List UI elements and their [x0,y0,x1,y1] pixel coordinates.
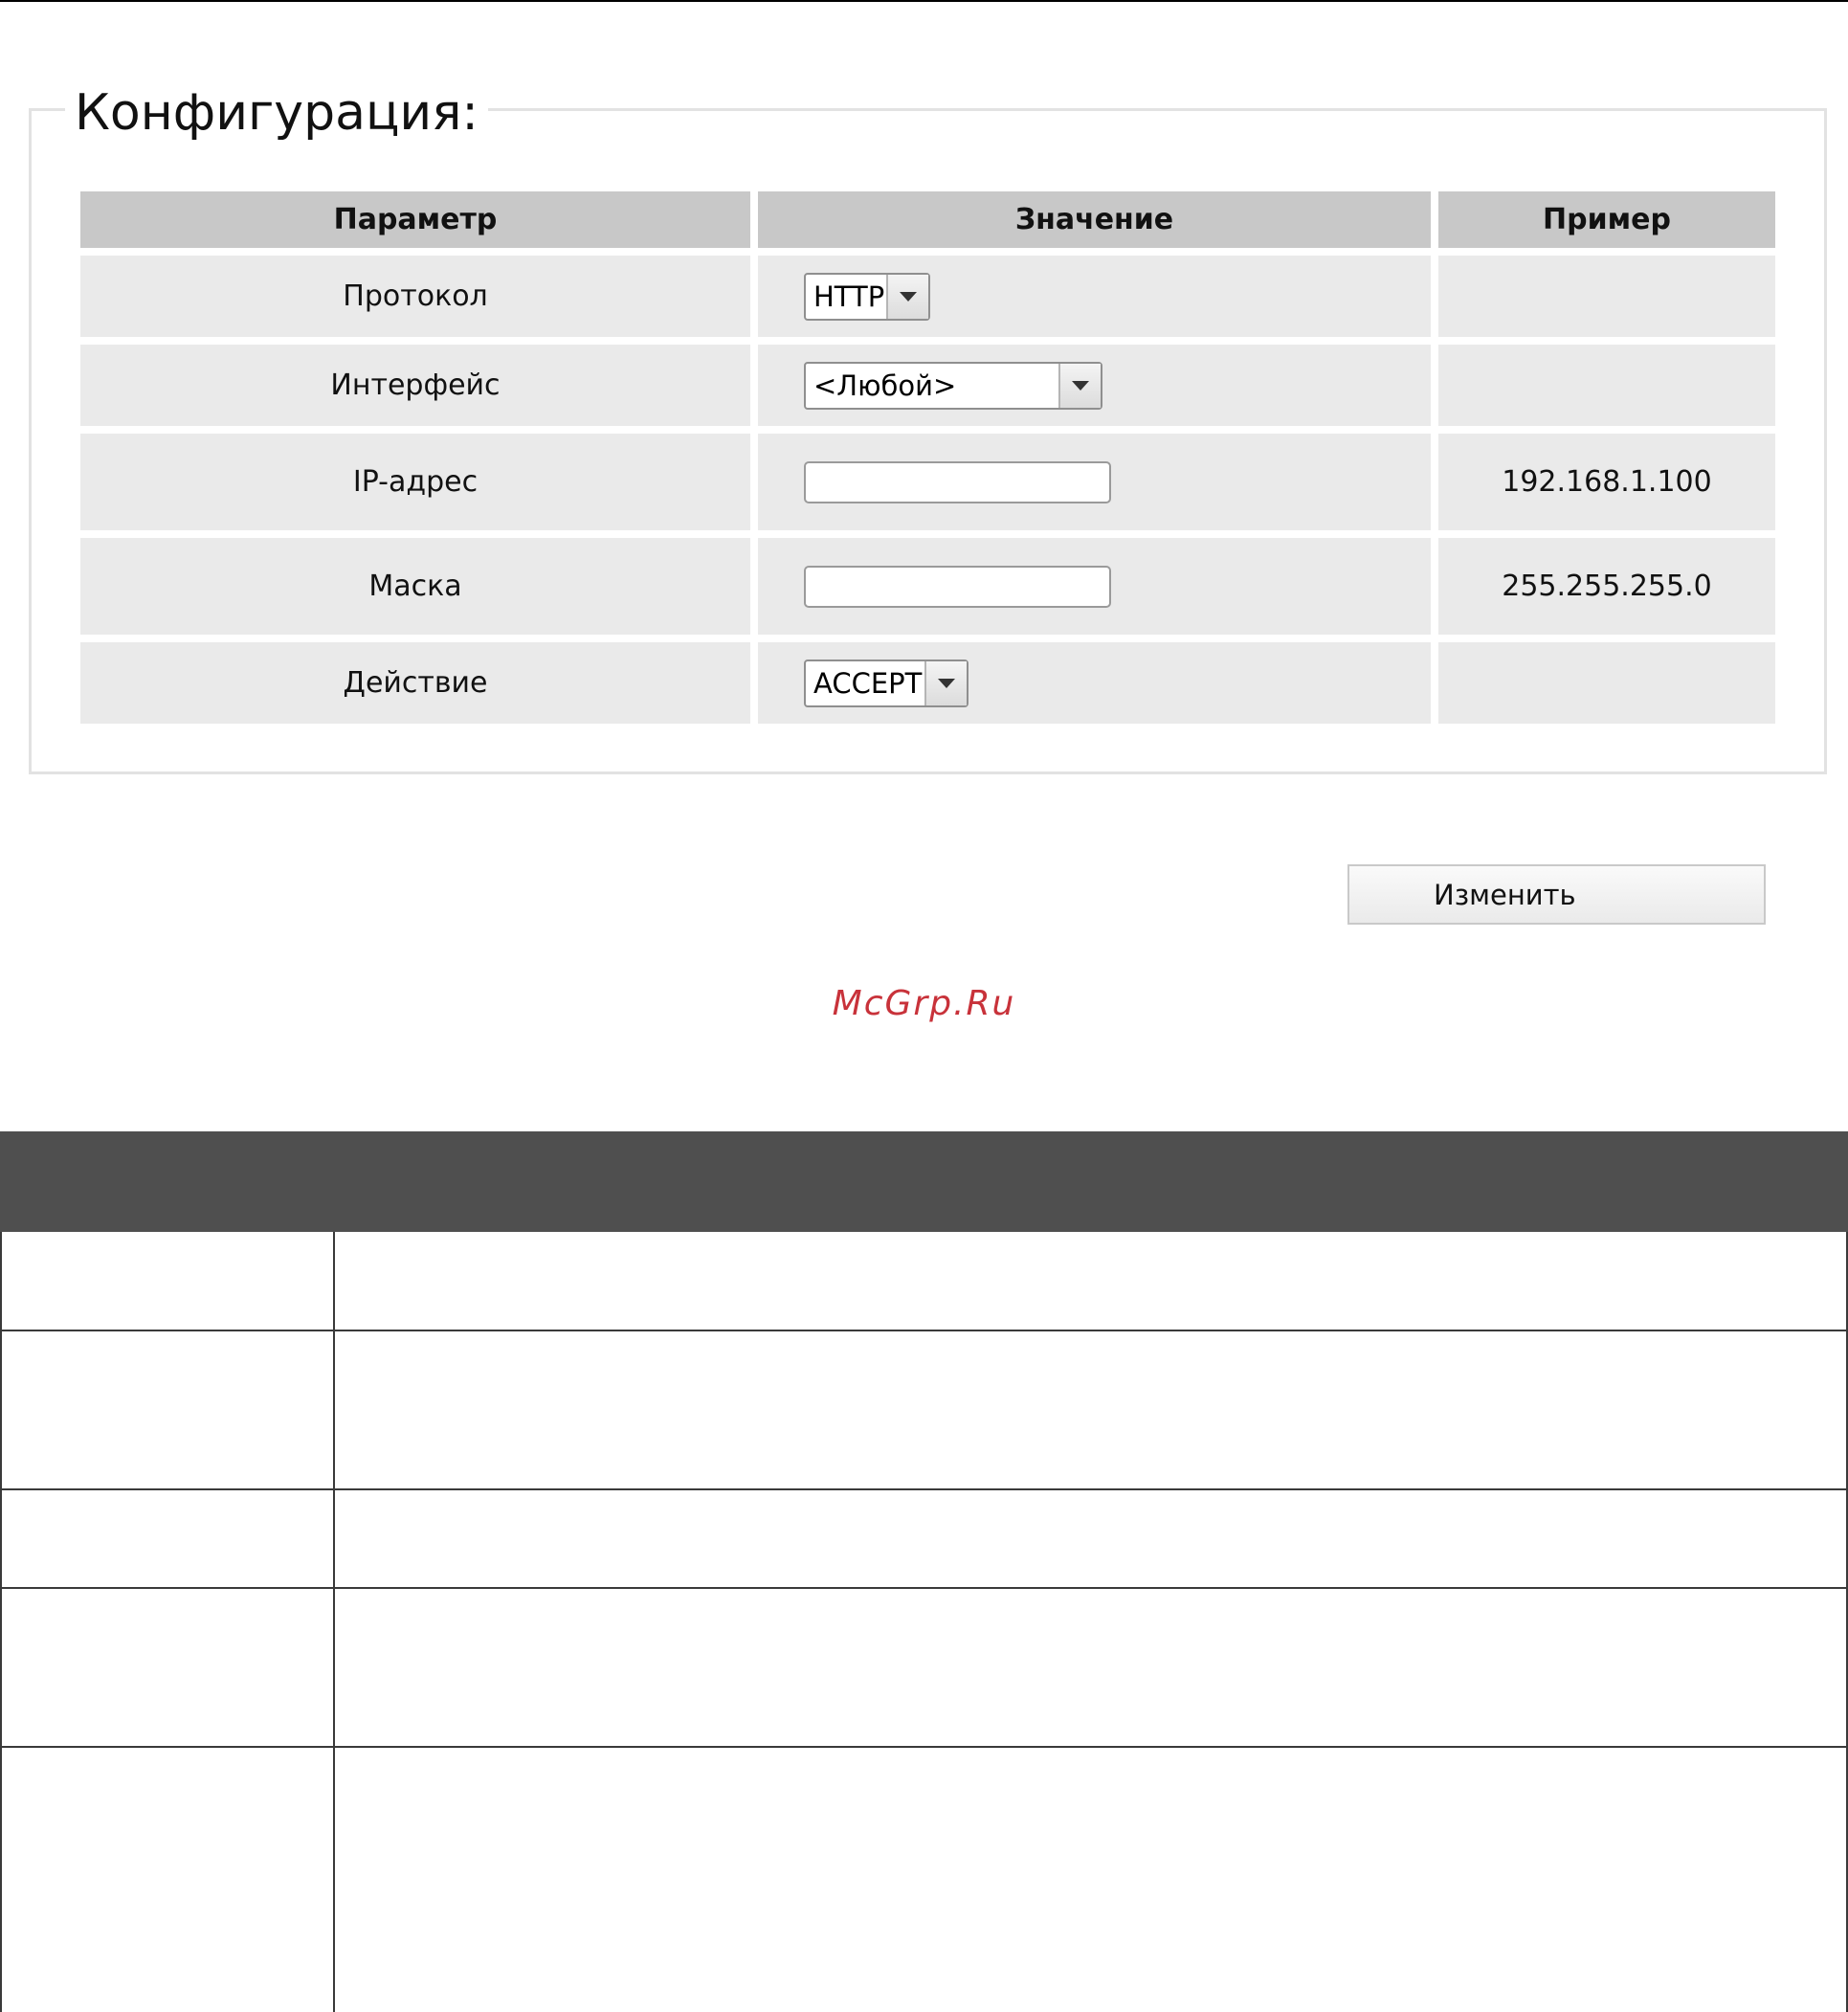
header-value: Значение [758,191,1431,248]
table-cell [0,1748,335,2012]
table-row [0,1490,1848,1589]
ip-address-input[interactable] [804,461,1111,503]
param-interface: Интерфейс [80,345,750,426]
param-mask: Маска [80,538,750,635]
description-table [0,1232,1848,2012]
mask-input[interactable] [804,566,1111,608]
table-cell [335,1748,1848,2012]
action-select-value: ACCEPT [813,666,923,700]
example-interface [1438,345,1775,426]
example-action [1438,642,1775,724]
table-cell [0,1232,335,1330]
table-cell [0,1490,335,1587]
value-cell-protocol [758,256,1431,337]
change-button[interactable]: Изменить [1347,864,1766,925]
table-row [0,1748,1848,2012]
value-cell-mask [758,538,1431,635]
example-ip-address: 192.168.1.100 [1438,434,1775,530]
interface-select-value: <Любой> [813,369,957,402]
description-table-header [0,1131,1848,1232]
table-cell [0,1331,335,1488]
value-cell-interface [758,345,1431,426]
top-rule [0,0,1848,2]
param-action: Действие [80,642,750,724]
table-row [0,1331,1848,1490]
value-cell-action [758,642,1431,724]
config-title: Конфигурация: [65,82,488,144]
example-mask: 255.255.255.0 [1438,538,1775,635]
chevron-down-icon[interactable] [924,661,967,705]
action-select[interactable] [804,659,969,707]
table-row [0,1232,1848,1331]
protocol-select-value: HTTP [813,279,885,313]
interface-select[interactable] [804,362,1102,410]
value-cell-ip-address [758,434,1431,530]
header-example: Пример [1438,191,1775,248]
table-cell [335,1490,1848,1587]
example-protocol [1438,256,1775,337]
protocol-select[interactable] [804,273,930,321]
table-cell [335,1232,1848,1330]
table-cell [335,1589,1848,1746]
table-cell [0,1589,335,1746]
chevron-down-icon[interactable] [886,275,928,319]
chevron-down-icon[interactable] [1058,364,1101,408]
table-row [0,1589,1848,1748]
param-ip-address: IP-адрес [80,434,750,530]
header-param: Параметр [80,191,750,248]
table-cell [335,1331,1848,1488]
watermark: McGrp.Ru [832,984,1016,1023]
param-protocol: Протокол [80,256,750,337]
